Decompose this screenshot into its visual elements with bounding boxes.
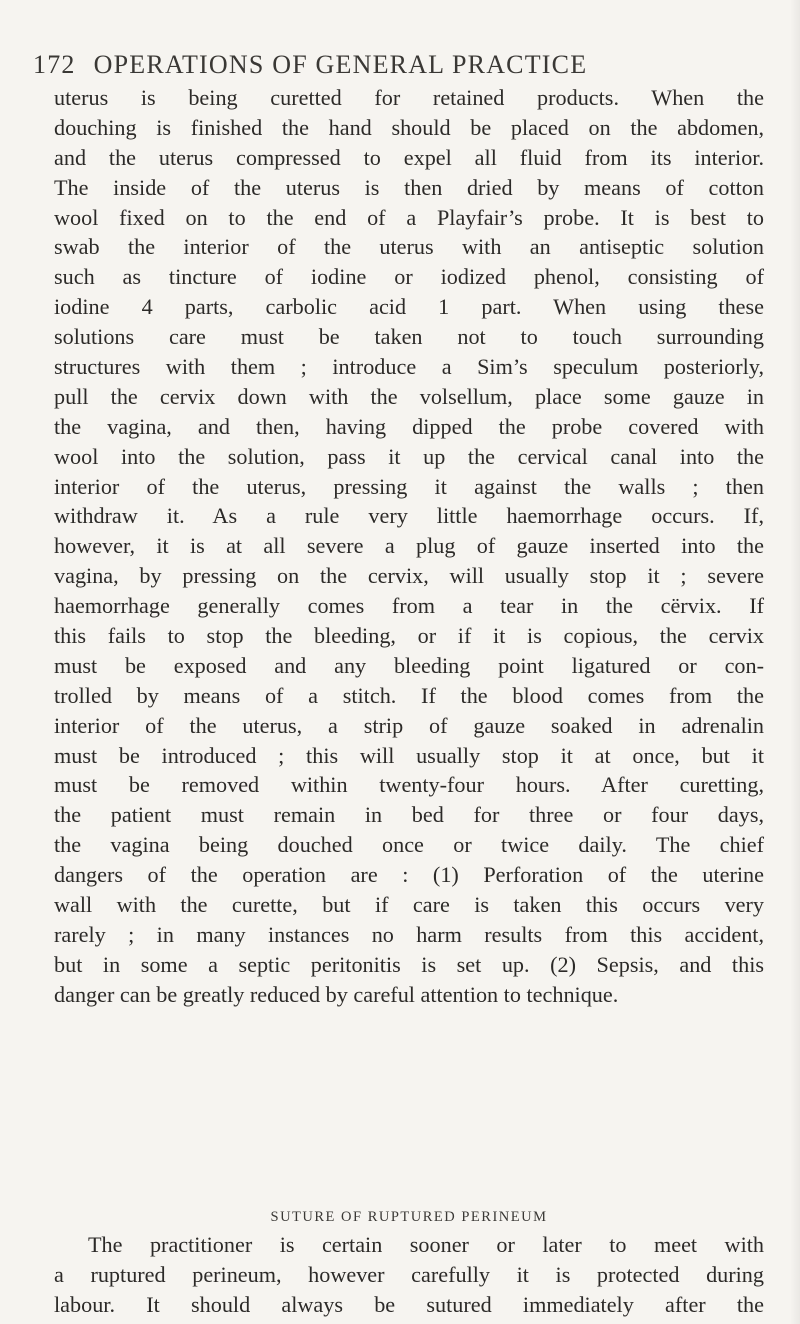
text-line: douching is finished the hand should be placed on the abdomen,	[54, 114, 764, 140]
text-line: the patient must remain in bed for three or four days,	[54, 802, 764, 828]
text-line: a ruptured perineum, however carefully it is protected during	[54, 1261, 764, 1287]
text-line: interior of the uterus, pressing it against the walls ; then	[54, 473, 764, 499]
section-paragraph	[54, 1230, 764, 1320]
running-title: OPERATIONS OF GENERAL PRACTICE	[93, 50, 588, 79]
text-line: uterus is being curetted for retained products. When the	[54, 85, 764, 110]
text-line: interior of the uterus, a strip of gauze soaked in adrenalin	[54, 712, 764, 738]
text-line: solutions care must be taken not to touch surrounding	[54, 324, 764, 350]
text-line: must be removed within twenty-four hours. After curetting,	[54, 772, 764, 798]
text-line: however, it is at all severe a plug of gauze inserted into the	[54, 533, 764, 559]
text-line: danger can be greatly reduced by careful attention to technique.	[54, 981, 619, 1007]
text-line: must be exposed and any bleeding point ligatured or con-	[54, 652, 764, 678]
page-number: 172	[33, 50, 76, 79]
text-line: wool into the solution, pass it up the cervical canal into the	[54, 443, 764, 469]
text-line: the vagina being douched once or twice daily. The chief	[54, 832, 764, 858]
text-line: vagina, by pressing on the cervix, will usually stop it ; severe	[54, 563, 764, 589]
text-line: pull the cervix down with the volsellum, place some gauze in	[54, 383, 764, 409]
running-header	[33, 50, 773, 80]
text-line: The inside of the uterus is then dried by means of cotton	[54, 174, 764, 200]
text-line: haemorrhage generally comes from a tear in the cërvix. If	[54, 593, 764, 619]
section-heading: SUTURE OF RUPTURED PERINEUM	[270, 1209, 548, 1225]
text-line: dangers of the operation are : (1) Perforation of the uterine	[54, 862, 764, 888]
text-line: withdraw it. As a rule very little haemorrhage occurs. If,	[54, 503, 764, 529]
text-line: labour. It should always be sutured immediately after the	[54, 1291, 764, 1317]
body-paragraph	[54, 83, 764, 1010]
text-line: such as tincture of iodine or iodized phenol, consisting of	[54, 264, 764, 290]
page-edge-shadow	[790, 0, 800, 1324]
text-line: wall with the curette, but if care is taken this occurs very	[54, 892, 764, 918]
text-line: trolled by means of a stitch. If the blood comes from the	[54, 682, 764, 708]
text-line: wool fixed on to the end of a Playfair’s probe. It is best to	[54, 204, 764, 230]
text-line: structures with them ; introduce a Sim’s speculum posteriorly,	[54, 354, 764, 380]
text-line: and the uterus compressed to expel all fluid from its interior.	[54, 144, 764, 170]
text-line: but in some a septic peritonitis is set up. (2) Sepsis, and this	[54, 951, 764, 977]
text-line: the vagina, and then, having dipped the probe covered with	[54, 413, 764, 439]
text-line: swab the interior of the uterus with an antiseptic solution	[54, 234, 764, 260]
text-line: rarely ; in many instances no harm results from this accident,	[54, 921, 764, 947]
text-line: must be introduced ; this will usually stop it at once, but it	[54, 742, 764, 768]
text-line: iodine 4 parts, carbolic acid 1 part. When using these	[54, 294, 764, 320]
text-line: this fails to stop the bleeding, or if it is copious, the cervix	[54, 623, 764, 649]
text-line: The practitioner is certain sooner or later to meet with	[88, 1232, 764, 1257]
